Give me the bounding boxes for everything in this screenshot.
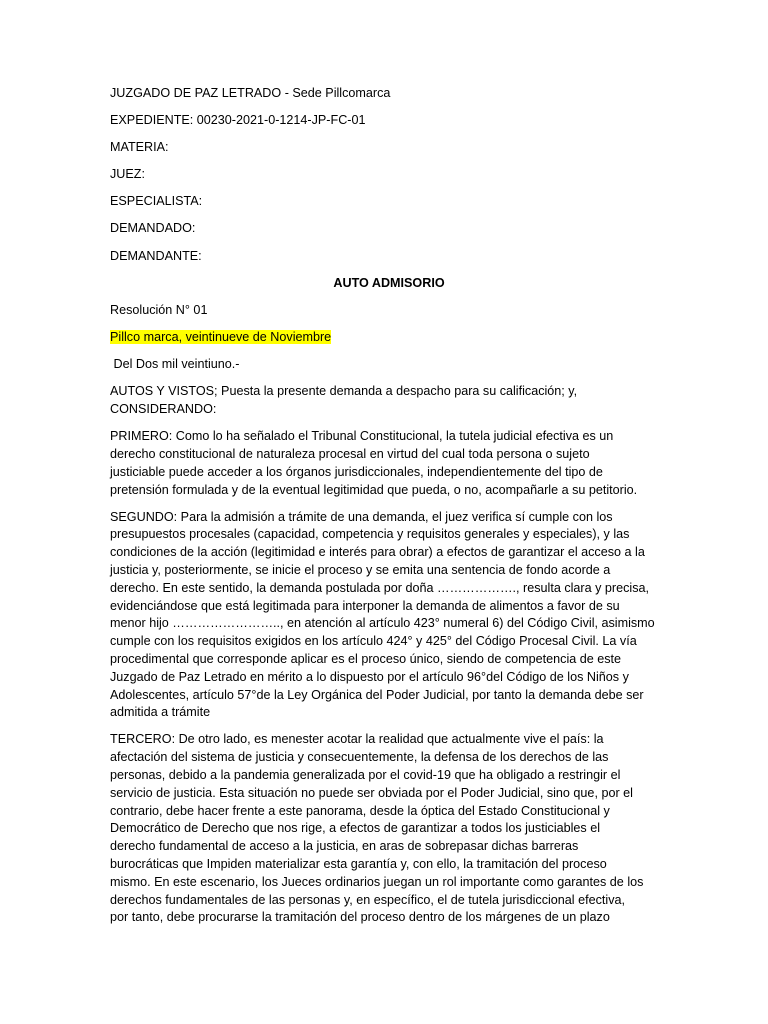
paragraph-line: derecho. En este sentido, la demanda postulada por doña ………………., resulta clara y precisa, bbox=[110, 580, 650, 595]
paragraph-line: admitida a trámite bbox=[110, 705, 211, 720]
specialist-label: ESPECIALISTA: bbox=[110, 194, 203, 209]
paragraph-line: personas, debido a la pandemia generalizada por el covid-19 que ha obligado a restringir el bbox=[110, 768, 621, 783]
paragraph-line: SEGUNDO: Para la admisión a trámite de una demanda, el juez verifica sí cumple con los bbox=[110, 509, 613, 524]
court-name: JUZGADO DE PAZ LETRADO - Sede Pillcomarca bbox=[110, 86, 391, 100]
year-line: Del Dos mil veintiuno.- bbox=[110, 357, 240, 372]
file-number: EXPEDIENTE: 00230-2021-0-1214-JP-FC-01 bbox=[110, 113, 366, 128]
primero-paragraph bbox=[110, 428, 668, 499]
paragraph-line: Juzgado de Paz Letrado en mérito a lo dispuesto por el artículo 96°del Código de los Niños y bbox=[110, 669, 629, 684]
segundo-paragraph bbox=[110, 509, 668, 723]
paragraph-line: procedimental que corresponde aplicar es el proceso único, siendo de competencia de este bbox=[110, 651, 622, 666]
paragraph-line: servicio de justicia. Esta situación no puede ser obviada por el Poder Judicial, sino que, por el bbox=[110, 785, 633, 800]
paragraph-line: mismo. En este escenario, los Jueces ordinarios juegan un rol importante como garantes de los bbox=[110, 874, 644, 889]
paragraph-line: Adolescentes, artículo 57°de la Ley Orgánica del Poder Judicial, por tanto la demanda debe ser bbox=[110, 687, 644, 702]
resolution-number: Resolución N° 01 bbox=[110, 302, 208, 317]
paragraph-line: presupuestos procesales (capacidad, competencia y requisitos generales y especiales), y las bbox=[110, 527, 630, 542]
paragraph-line: derecho fundamental de acceso a la justicia, en aras de sobrepasar dichas barreras bbox=[110, 839, 579, 854]
judge-label: JUEZ: bbox=[110, 167, 145, 182]
tercero-paragraph bbox=[110, 731, 668, 927]
paragraph-line: afectación del sistema de justicia y consecuentemente, la defensa de los derechos de las bbox=[110, 750, 609, 765]
paragraph-line: contrario, debe hacer frente a este panorama, desde la óptica del Estado Constitucional y bbox=[110, 803, 610, 818]
paragraph-line: burocráticas que Impiden materializar esta garantía y, con ello, la tramitación del proceso bbox=[110, 857, 607, 872]
date-highlight: Pillco marca, veintinueve de Noviembre bbox=[110, 330, 332, 345]
autos-paragraph bbox=[110, 383, 668, 419]
paragraph-line: por tanto, debe procurarse la tramitación del proceso dentro de los márgenes de un plazo bbox=[110, 910, 610, 925]
paragraph-line: Democrático de Derecho que nos rige, a efectos de garantizar a todos los justiciables el bbox=[110, 821, 601, 836]
paragraph-line: justiciable puede acceder a los órganos jurisdiccionales, independientemente del tipo de bbox=[110, 464, 603, 479]
paragraph-line: menor hijo …………………….., en atención al artículo 423° numeral 6) del Código Civil, asimismo bbox=[110, 616, 655, 631]
paragraph-line: pretensión formulada y de la eventual legitimidad que pueda, o no, acompañarle a su petitorio. bbox=[110, 482, 638, 497]
subject-label: MATERIA: bbox=[110, 140, 169, 155]
paragraph-line: CONSIDERANDO: bbox=[110, 402, 217, 417]
paragraph-line: PRIMERO: Como lo ha señalado el Tribunal Constitucional, la tutela judicial efectiva es un bbox=[110, 429, 614, 444]
defendant-label: DEMANDADO: bbox=[110, 221, 196, 236]
paragraph-line: condiciones de la acción (legitimidad e interés para obrar) a efectos de garantizar el acceso a la bbox=[110, 545, 645, 560]
paragraph-line: cumple con los requisitos exigidos en los artículo 424° y 425° del Código Procesal Civil. La vía bbox=[110, 634, 637, 649]
document-title: AUTO ADMISORIO bbox=[333, 275, 445, 290]
paragraph-line: justicia y, posteriormente, se inicie el proceso y se emita una sentencia de fondo acorde a bbox=[110, 563, 611, 577]
date-line bbox=[110, 329, 668, 347]
plaintiff-label: DEMANDANTE: bbox=[110, 248, 202, 263]
paragraph-line: derechos fundamentales de las personas y, en específico, el de tutela jurisdiccional efectiva, bbox=[110, 892, 626, 907]
paragraph-line: derecho constitucional de naturaleza procesal en virtud del cual toda persona o sujeto bbox=[110, 446, 590, 461]
paragraph-line: evidenciándose que está legitimada para interponer la demanda de alimentos a favor de su bbox=[110, 598, 620, 613]
paragraph-line: AUTOS Y VISTOS; Puesta la presente demanda a despacho para su calificación; y, bbox=[110, 384, 578, 399]
paragraph-line: TERCERO: De otro lado, es menester acotar la realidad que actualmente vive el país: la bbox=[110, 732, 604, 747]
